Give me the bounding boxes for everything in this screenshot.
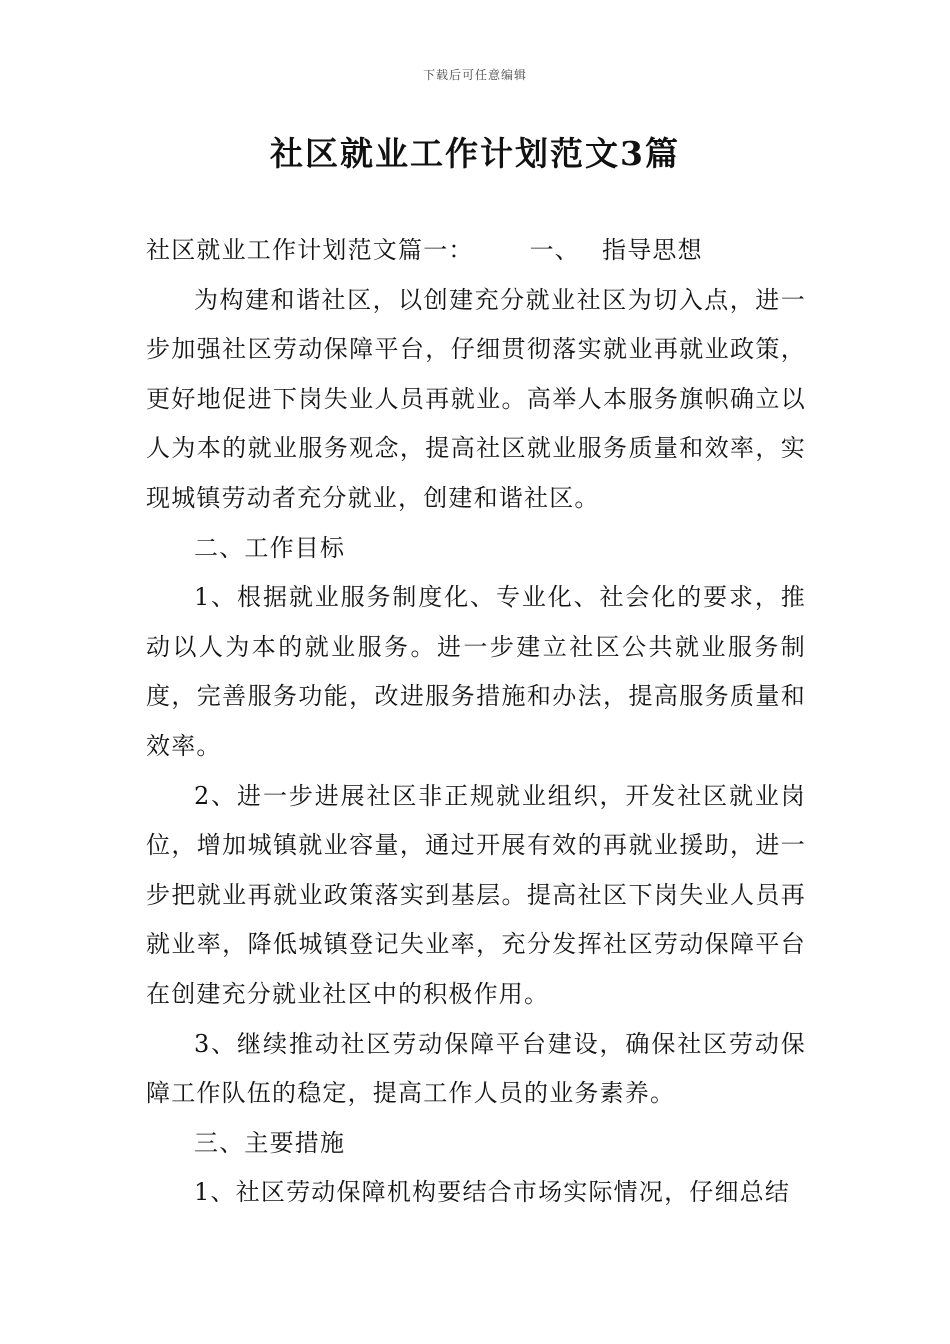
- section-heading-measures: 三、主要措施: [194, 1128, 346, 1157]
- paragraph-goal-3: 3、继续推动社区劳动保障平台建设，确保社区劳动保障工作队伍的稳定，提高工作人员的业务素养。: [146, 1029, 806, 1108]
- section-lead: 社区就业工作计划范文篇一：: [146, 236, 474, 264]
- paragraph-goal-1: 1、根据就业服务制度化、专业化、社会化的要求，推动以人为本的就业服务。进一步建立社区公共就业服务制度，完善服务功能，改进服务措施和办法，提高服务质量和效率。: [146, 583, 806, 760]
- header-note: 下载后可任意编辑: [422, 68, 527, 82]
- section-heading-goals: 二、工作目标: [194, 533, 346, 562]
- first-line: [146, 226, 806, 276]
- paragraph-guiding-thought: 为构建和谐社区，以创建充分就业社区为切入点，进一步加强社区劳动保障平台，仔细贯彻落实就业再就业政策，更好地促进下岗失业人员再就业。高举人本服务旗帜确立以人为本的就业服务观念，提高社区就业服务质量和效率，实现城镇劳动者充分就业，创建和谐社区。: [146, 285, 806, 512]
- document-body: [146, 226, 806, 1218]
- paragraph-goal-2: 2、进一步进展社区非正规就业组织，开发社区就业岗位，增加城镇就业容量，通过开展有效的再就业援助，进一步把就业再就业政策落实到基层。提高社区下岗失业人员再就业率，降低城镇登记失业率，充分发挥社区劳动保障平台在创建充分就业社区中的积极作用。: [146, 781, 806, 1008]
- section-heading: 指导思想: [602, 236, 703, 264]
- document-title: 社区就业工作计划范文3篇: [270, 134, 680, 173]
- paragraph-measure-1: 1、社区劳动保障机构要结合市场实际情况，仔细总结: [194, 1178, 791, 1207]
- section-numeral: 一、: [529, 236, 581, 264]
